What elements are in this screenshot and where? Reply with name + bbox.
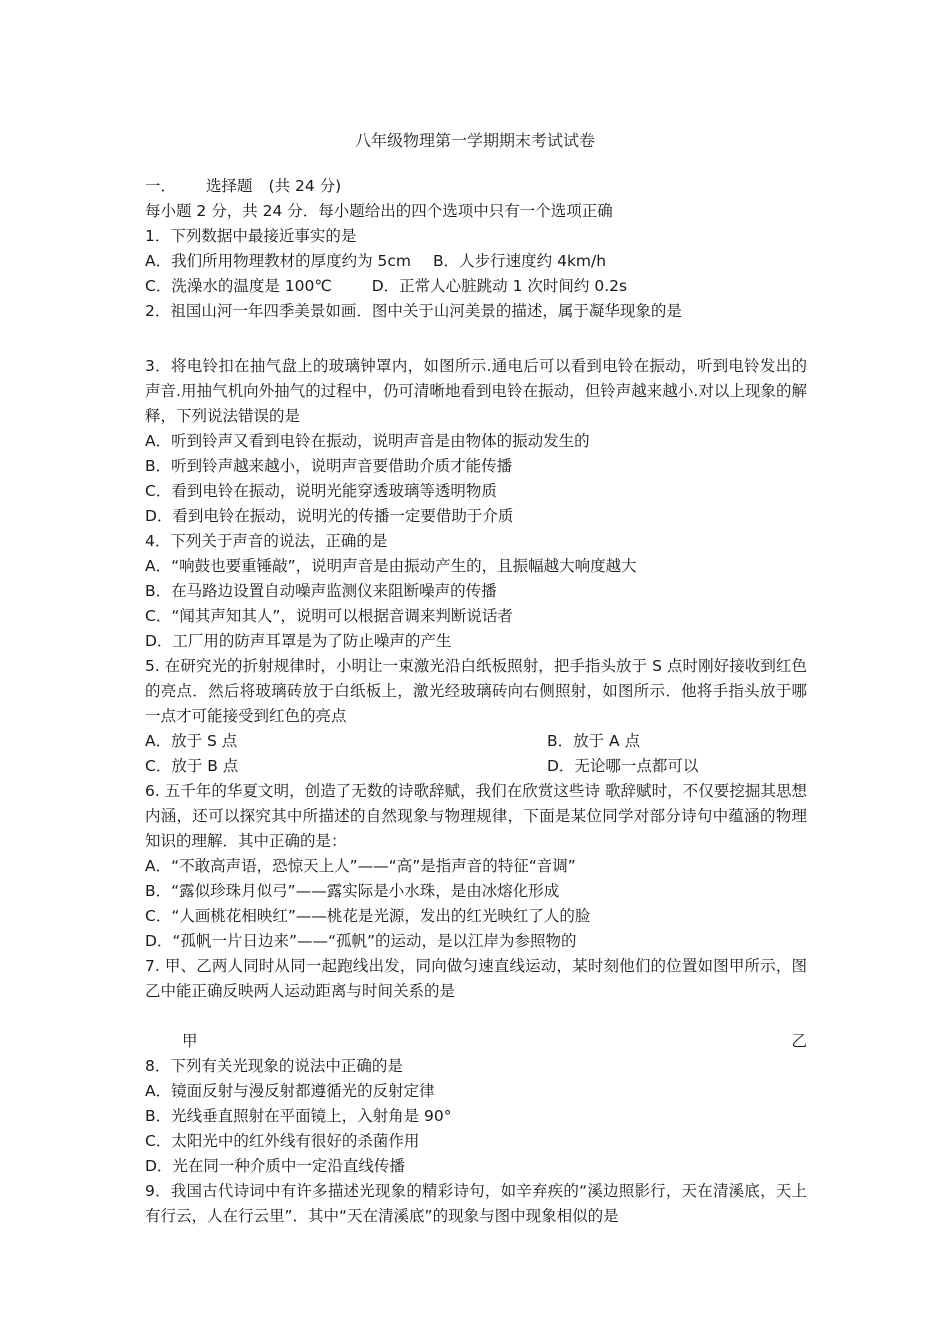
question-4-option-c: C．“闻其声知其人”，说明可以根据音调来判断说话者 (145, 607, 513, 625)
exam-content (145, 174, 807, 1229)
question-4-stem: 4．下列关于声音的说法，正确的是 (145, 532, 388, 550)
question-8-option-a: A．镜面反射与漫反射都遵循光的反射定律 (145, 1082, 435, 1100)
question-4-option-b: B．在马路边设置自动噪声监测仪来阻断噪声的传播 (145, 582, 497, 600)
question-4-option-a: A．“响鼓也要重锤敲”，说明声音是由振动产生的，且振幅越大响度越大 (145, 557, 637, 575)
section-score: (共 24 分) (268, 177, 342, 195)
question-1-options-cd (145, 274, 807, 299)
question-6-option-d: D．“孤帆一片日边来”——“孤帆”的运动，是以江岸为参照物的 (145, 932, 577, 950)
question-1-stem: 1．下列数据中最接近事实的是 (145, 227, 357, 245)
question-3-stem: 3．将电铃扣在抽气盘上的玻璃钟罩内，如图所示.通电后可以看到电铃在振动，听到电铃发出的声音.用抽气机向外抽气的过程中，仍可清晰地看到电铃在振动，但铃声越来越小.对以上现象的解释，下列说法错误的是 (145, 357, 807, 425)
figure-label-yi: 乙 (791, 1032, 807, 1050)
figure-label-jia: 甲 (182, 1032, 198, 1050)
question-5-options-ab (145, 729, 807, 754)
question-5-option-a: A．放于 S 点 (145, 732, 238, 750)
question-5-stem: 5. 在研究光的折射规律时，小明让一束激光沿白纸板照射，把手指头放于 S 点时刚好接收到红色的亮点．然后将玻璃砖放于白纸板上，激光经玻璃砖向右侧照射，如图所示．他将手指头放于哪一点才可能接受到红色的亮点 (145, 657, 807, 725)
page-title: 八年级物理第一学期期末考试试卷 (354, 131, 595, 150)
question-6-option-b: B．“露似珍珠月似弓”——露实际是小水珠，是由冰熔化形成 (145, 882, 560, 900)
question-1-options-ab (145, 249, 807, 274)
question-8-option-c: C．太阳光中的红外线有很好的杀菌作用 (145, 1132, 420, 1150)
question-5-option-d: D．无论哪一点都可以 (547, 757, 699, 775)
question-3-option-c: C．看到电铃在振动，说明光能穿透玻璃等透明物质 (145, 482, 497, 500)
question-4-option-d: D．工厂用的防声耳罩是为了防止噪声的产生 (145, 632, 452, 650)
question-9-stem: 9．我国古代诗词中有许多描述光现象的精彩诗句，如辛弃疾的“溪边照影行，天在清溪底，天上有行云，人在行云里”．其中“天在清溪底”的现象与图中现象相似的是 (145, 1182, 807, 1225)
section-name: 选择题 (206, 177, 253, 195)
question-6-option-c: C．“人画桃花相映红”——桃花是光源，发出的红光映红了人的脸 (145, 907, 591, 925)
question-1-option-d: D．正常人心脏跳动 1 次时间约 0.2s (371, 277, 628, 295)
question-1-option-a: A．我们所用物理教材的厚度约为 5cm (145, 252, 412, 270)
question-1-option-b: B．人步行速度约 4km/h (433, 252, 607, 270)
question-2-figure-space (145, 324, 807, 354)
question-1-option-c: C．洗澡水的温度是 100℃ (145, 277, 332, 295)
question-5-options-cd (145, 754, 807, 779)
question-2-stem: 2．祖国山河一年四季美景如画．图中关于山河美景的描述，属于凝华现象的是 (145, 302, 682, 320)
question-6-stem: 6. 五千年的华夏文明，创造了无数的诗歌辞赋，我们在欣赏这些诗 歌辞赋时，不仅要挖掘其思想内涵，还可以探究其中所描述的自然现象与物理规律，下面是某位同学对部分诗句中蕴涵的物理知识的理解．其中正确的是： (145, 782, 807, 850)
question-5-option-b: B．放于 A 点 (547, 732, 641, 750)
question-8-option-b: B．光线垂直照射在平面镜上，入射角是 90° (145, 1107, 452, 1125)
section-number: 一． (145, 177, 177, 195)
question-3-option-d: D．看到电铃在振动，说明光的传播一定要借助于介质 (145, 507, 514, 525)
question-7-figure-labels (145, 1029, 807, 1054)
question-3-option-b: B．听到铃声越来越小，说明声音要借助介质才能传播 (145, 457, 513, 475)
question-8-stem: 8．下列有关光现象的说法中正确的是 (145, 1057, 403, 1075)
section-instruction: 每小题 2 分，共 24 分．每小题给出的四个选项中只有一个选项正确 (145, 202, 613, 220)
question-3-option-a: A．听到铃声又看到电铃在振动，说明声音是由物体的振动发生的 (145, 432, 590, 450)
question-5-option-c: C．放于 B 点 (145, 757, 239, 775)
question-7-figure-space (145, 1004, 807, 1029)
question-7-stem: 7. 甲、乙两人同时从同一起跑线出发，同向做匀速直线运动，某时刻他们的位置如图甲所示，图乙中能正确反映两人运动距离与时间关系的是 (145, 957, 807, 1000)
question-6-option-a: A．“不敢高声语，恐惊天上人”——“高”是指声音的特征“音调” (145, 857, 576, 875)
section-heading (145, 174, 807, 199)
question-8-option-d: D．光在同一种介质中一定沿直线传播 (145, 1157, 405, 1175)
